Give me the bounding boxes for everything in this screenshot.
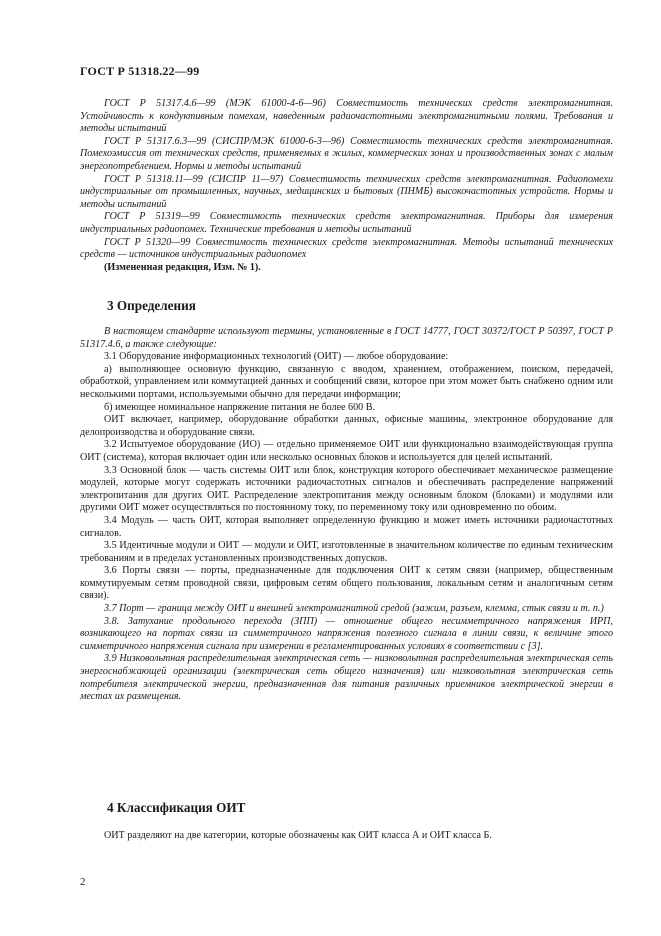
definition-3-3: 3.3 Основной блок — часть системы ОИТ или блок, конструкция которого обеспечивает механическое размещение модулей, которые могут содержать источники радиочастотных сигналов и обеспечивать распределение напряжений электропитания для других ОИТ. Распределение электропитания между основным блоком (блоками) и модулями или другими ОИТ может осуществляться по постоянному току, по переменному току или одновременно по обоим. (80, 464, 613, 514)
definition-3-1-a: а) выполняющее основную функцию, связанную с вводом, хранением, отображением, поиском, передачей, обработкой, управлением или коммутацией данных и сообщений связи, которое при этом может быть снабжено одним или несколькими портами, используемыми обычно для передачи информации; (80, 363, 613, 400)
definition-3-1: 3.1 Оборудование информационных технологий (ОИТ) — любое оборудование: (104, 351, 449, 363)
definition-3-1-b: б) имеющее номинальное напряжение питания не более 600 В. (104, 401, 375, 413)
reference-item: ГОСТ Р 51317.6.3—99 (СИСПР/МЭК 61000-6-3—96) Совместимость технических средств электромагнитная. Помехоэмиссия от технических средств, применяемых в жилых, коммерческих зонах и производственных зонах с малым энергопотреблением. Нормы и методы испытаний (80, 135, 613, 172)
section-4-body (80, 830, 613, 843)
definition-3-7: 3.7 Порт — граница между ОИТ и внешней электромагнитной средой (зажим, разъем, клемма, стык связи и т. п.) (104, 603, 604, 615)
page-number: 2 (80, 876, 86, 888)
definition-3-5: 3.5 Идентичные модули и ОИТ — модули и ОИТ, изготовленные в значительном количестве по единым техническим требованиям и в пределах установленных производственных допусков. (80, 540, 613, 564)
section-3-body (80, 326, 613, 704)
reference-item: ГОСТ Р 51317.4.6—99 (МЭК 61000-4-6—96) Совместимость технических средств электромагнитная. Устойчивость к кондуктивным помехам, наведенным радиочастотными электромагнитными полями. Требования и методы испытаний (80, 98, 613, 135)
definition-3-6: 3.6 Порты связи — порты, предназначенные для подключения ОИТ к сетям связи (например, общественным коммутируемым сетям проводной связи, цифровым сетям общего пользования, локальным сетям и аналогичным сетям связи). (80, 565, 613, 602)
normative-references-list (80, 98, 613, 274)
section-3-intro: В настоящем стандарте используют термины, установленные в ГОСТ 14777, ГОСТ 30372/ГОСТ Р 50397, ГОСТ Р 51317.4.6, а также следующие: (80, 326, 613, 350)
reference-item: ГОСТ Р 51319—99 Совместимость технических средств электромагнитная. Приборы для измерения индустриальных радиопомех. Технические требования и методы испытаний (80, 211, 613, 235)
reference-item: ГОСТ Р 51318.11—99 (СИСПР 11—97) Совместимость технических средств электромагнитная. Радиопомехи индустриальные от промышленных, научных, медицинских и бытовых (ПНМБ) высокочастотных устройств. Нормы и методы испытаний (80, 173, 613, 210)
reference-item: ГОСТ Р 51320—99 Совместимость технических средств электромагнитная. Методы испытаний технических средств — источников индустриальных радиопомех (80, 236, 613, 261)
document-header: ГОСТ Р 51318.22—99 (80, 64, 200, 78)
amendment-note: (Измененная редакция, Изм. № 1). (104, 261, 261, 273)
definition-3-1-note: ОИТ включает, например, оборудование обработки данных, офисные машины, электронное оборудование для делопроизводства и оборудование связи. (80, 414, 613, 438)
section-4-title: 4 Классификация ОИТ (107, 800, 246, 815)
section-3-title: 3 Определения (107, 298, 196, 313)
definition-3-8: 3.8. Затухание продольного перехода (ЗПП) — отношение общего несимметричного напряжения ИРП, возникающего на портах связи из симметричного напряжения полезного сигнала в линии связи, к величине этого симметричного напряжения сигнала при измерении в регламентированных условиях в соответствии с [3]. (80, 615, 613, 652)
definition-3-4: 3.4 Модуль — часть ОИТ, которая выполняет определенную функцию и может иметь источники радиочастотных сигналов. (80, 514, 613, 539)
section-4-text: ОИТ разделяют на две категории, которые обозначены как ОИТ класса А и ОИТ класса Б. (104, 830, 492, 841)
definition-3-9: 3.9 Низковольтная распределительная электрическая сеть — низковольтная распределительная электрическая сеть энергоснабжающей организации (электрическая сеть общего назначения) или низковольтная электрическая сеть потребителя электрической энергии, предназначенная для питания различных приемников электрической энергии в местах их размещения. (80, 653, 613, 703)
definition-3-2: 3.2 Испытуемое оборудование (ИО) — отдельно применяемое ОИТ или функционально взаимодействующая группа ОИТ (система), которая включает один или несколько основных блоков и используется для целей испытаний. (80, 439, 613, 463)
